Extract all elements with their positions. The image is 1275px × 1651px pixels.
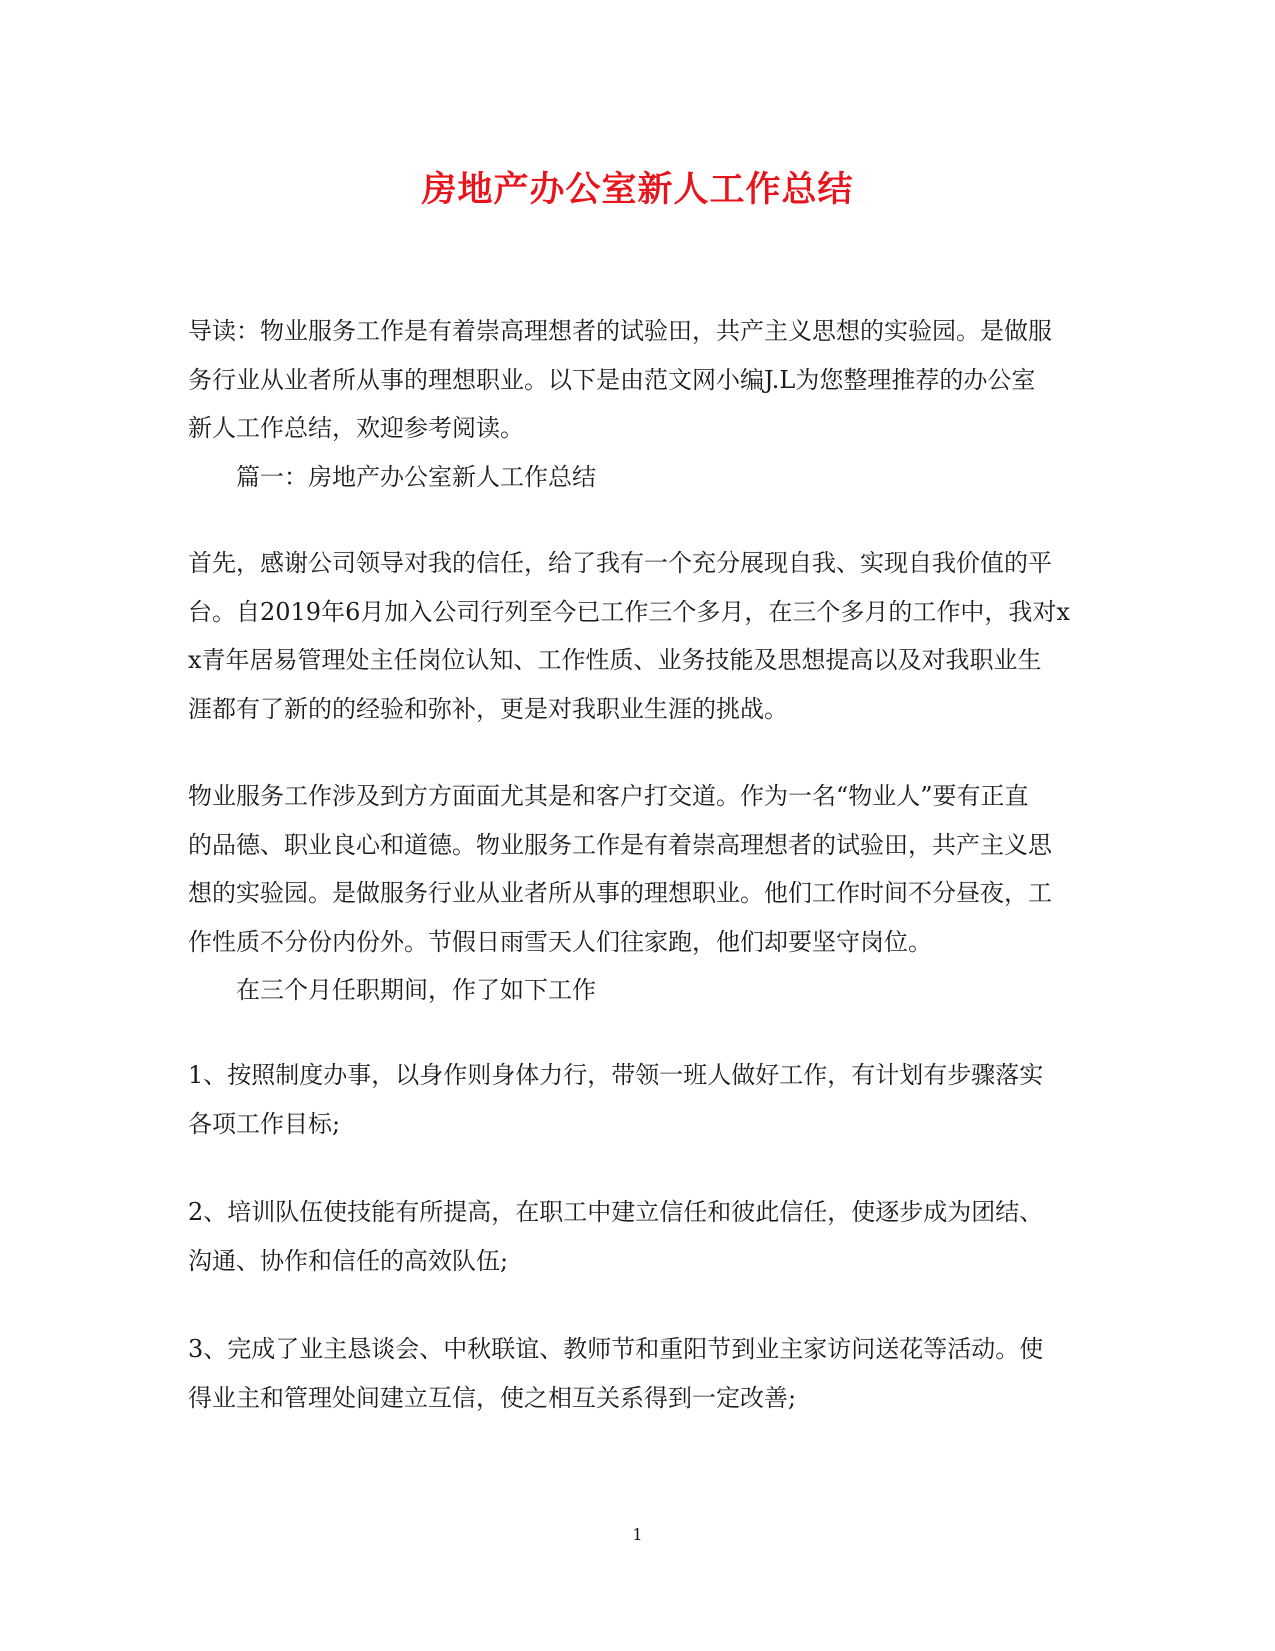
work-item-1 bbox=[188, 1051, 1088, 1148]
work-intro: 在三个月任职期间，作了如下工作 bbox=[236, 976, 596, 1004]
item-line: 3、完成了业主恳谈会、中秋联谊、教师节和重阳节到业主家访问送花等活动。使 bbox=[188, 1335, 1044, 1363]
document-title: 房地产办公室新人工作总结 bbox=[421, 169, 854, 210]
paragraph-2 bbox=[188, 772, 1088, 1015]
intro-line: 新人工作总结，欢迎参考阅读。 bbox=[188, 414, 524, 442]
paragraph-line: 台。自2019年6月加入公司行列至今已工作三个多月，在三个多月的工作中，我对x bbox=[188, 597, 1070, 626]
paragraph-line: 涯都有了新的的经验和弥补，更是对我职业生涯的挑战。 bbox=[188, 694, 788, 723]
paragraph-line: 想的实验园。是做服务行业从业者所从事的理想职业。他们工作时间不分昼夜，工 bbox=[188, 879, 1052, 907]
paragraph-1 bbox=[188, 539, 1088, 733]
intro-line: 导读：物业服务工作是有着崇高理想者的试验田，共产主义思想的实验园。是做服 bbox=[188, 317, 1052, 345]
intro-line: 务行业从业者所从事的理想职业。以下是由范文网小编J.L为您整理推荐的办公室 bbox=[188, 365, 1036, 394]
work-item-3 bbox=[188, 1325, 1088, 1422]
page-number: 1 bbox=[632, 1525, 643, 1544]
paragraph-line: x青年居易管理处主任岗位认知、工作性质、业务技能及思想提高以及对我职业生 bbox=[188, 646, 1042, 674]
section-heading: 篇一：房地产办公室新人工作总结 bbox=[236, 462, 596, 491]
item-line: 2、培训队伍使技能有所提高，在职工中建立信任和彼此信任，使逐步成为团结、 bbox=[188, 1198, 1044, 1226]
paragraph-line: 物业服务工作涉及到方方面面尤其是和客户打交道。作为一名“物业人”要有正直 bbox=[188, 782, 1029, 810]
intro-paragraph bbox=[188, 307, 1088, 501]
item-line: 各项工作目标; bbox=[188, 1109, 341, 1138]
item-line: 沟通、协作和信任的高效队伍; bbox=[188, 1246, 509, 1275]
paragraph-line: 首先，感谢公司领导对我的信任，给了我有一个充分展现自我、实现自我价值的平 bbox=[188, 549, 1052, 577]
item-line: 1、按照制度办事，以身作则身体力行，带领一班人做好工作，有计划有步骤落实 bbox=[188, 1061, 1044, 1089]
work-item-2 bbox=[188, 1188, 1088, 1285]
paragraph-line: 作性质不分份内份外。节假日雨雪天人们往家跑，他们却要坚守岗位。 bbox=[188, 927, 932, 956]
item-line: 得业主和管理处间建立互信，使之相互关系得到一定改善; bbox=[188, 1383, 797, 1412]
paragraph-line: 的品德、职业良心和道德。物业服务工作是有着崇高理想者的试验田，共产主义思 bbox=[188, 830, 1052, 859]
